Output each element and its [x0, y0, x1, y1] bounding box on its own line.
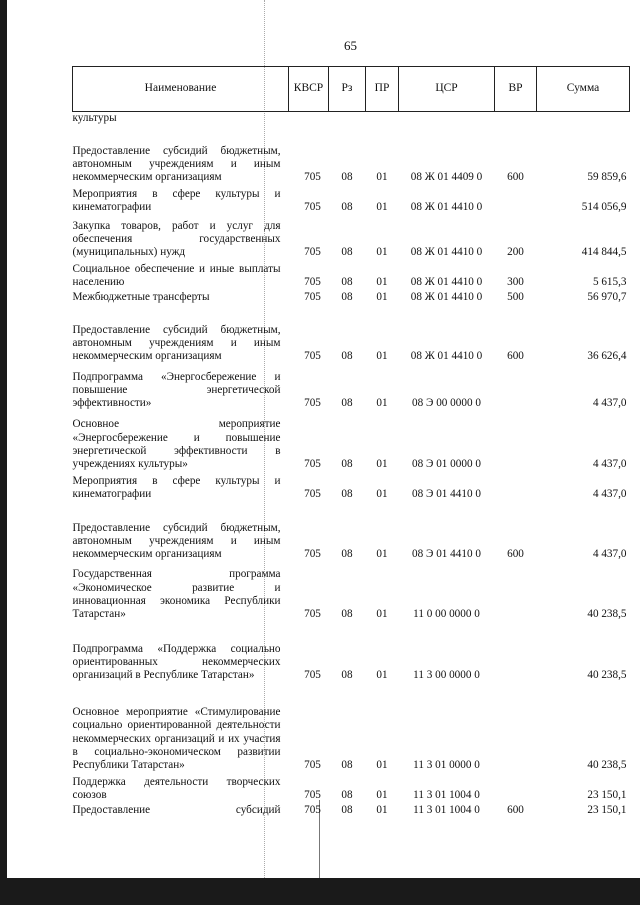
row-csr: 08 Ж 01 4410 0 — [410, 350, 483, 362]
row-rz: 08 — [341, 276, 353, 288]
row-kvsr: 705 — [304, 291, 321, 303]
table-row — [73, 184, 630, 214]
row-kvsr: 705 — [304, 201, 321, 213]
row-csr: 08 Ж 01 4409 0 — [410, 171, 483, 183]
row-kvsr: 705 — [304, 789, 321, 801]
row-name: Межбюджетные трансферты — [72, 291, 210, 303]
row-vr: 200 — [507, 246, 524, 258]
scan-left-edge — [0, 0, 7, 905]
row-pr: 01 — [376, 291, 388, 303]
row-sum: 23 150,1 — [587, 789, 627, 801]
row-csr: 08 Э 01 4410 0 — [412, 548, 481, 560]
row-kvsr: 705 — [304, 669, 321, 681]
row-vr — [495, 621, 537, 682]
row-name: Основное мероприятие «Стимулирование социально ориентированной деятельности некоммерческих организаций и их участия в социально-экономическом развитии Республики Татарстан» — [72, 706, 281, 771]
row-csr: 11 3 00 0000 0 — [413, 669, 480, 681]
row-sum: 4 437,0 — [592, 458, 627, 470]
row-rz: 08 — [341, 608, 353, 620]
row-rz: 08 — [341, 171, 353, 183]
row-rz: 08 — [341, 789, 353, 801]
table-row — [73, 501, 630, 561]
row-csr: 08 Ж 01 4410 0 — [410, 246, 483, 258]
row-pr: 01 — [376, 201, 388, 213]
row-rz: 08 — [341, 548, 353, 560]
row-csr: 08 Ж 01 4410 0 — [410, 291, 483, 303]
row-name: Подпрограмма «Поддержка социально ориентированных некоммерческих организаций в Республике Татарстан» — [72, 642, 281, 681]
row-kvsr: 705 — [304, 246, 321, 258]
row-csr: 11 0 00 0000 0 — [413, 608, 480, 620]
row-vr — [495, 363, 537, 410]
table-row — [73, 471, 630, 501]
row-name: Закупка товаров, работ и услуг для обеспечения государственных (муниципальных) нужд — [72, 219, 281, 258]
row-pr: 01 — [376, 397, 388, 409]
row-vr: 300 — [507, 276, 524, 288]
row-kvsr: 705 — [304, 548, 321, 560]
row-csr: 11 3 01 0000 0 — [413, 759, 480, 771]
row-sum — [537, 112, 630, 126]
row-pr: 01 — [376, 804, 388, 816]
row-pr — [366, 112, 399, 126]
row-pr: 01 — [376, 548, 388, 560]
row-name: Подпрограмма «Энергосбережение и повышение энергетической эффективности» — [72, 370, 281, 409]
row-sum: 40 238,5 — [587, 669, 627, 681]
row-rz: 08 — [341, 669, 353, 681]
header-vr: ВР — [495, 67, 537, 112]
row-kvsr: 705 — [304, 350, 321, 362]
row-name: Предоставление субсидий — [72, 804, 281, 816]
table-row — [73, 112, 630, 126]
row-kvsr: 705 — [304, 397, 321, 409]
row-csr: 11 3 01 1004 0 — [413, 789, 480, 801]
row-pr: 01 — [376, 171, 388, 183]
row-vr: 600 — [507, 171, 524, 183]
row-kvsr: 705 — [304, 804, 321, 816]
row-rz — [329, 112, 366, 126]
row-name: Государственная программа «Экономическое развитие и инновационная экономика Республики Татарстан» — [72, 568, 281, 620]
row-pr: 01 — [376, 759, 388, 771]
table-row — [73, 682, 630, 772]
row-sum: 56 970,7 — [587, 291, 627, 303]
row-vr — [495, 410, 537, 471]
row-name: Поддержка деятельности творческих союзов — [72, 775, 281, 801]
row-pr: 01 — [376, 789, 388, 801]
row-sum: 4 437,0 — [592, 548, 627, 560]
row-vr: 600 — [507, 548, 524, 560]
table-row — [73, 214, 630, 259]
header-kvsr: КВСР — [289, 67, 329, 112]
row-rz: 08 — [341, 350, 353, 362]
row-sum: 36 626,4 — [587, 350, 627, 362]
header-name: Наименование — [73, 67, 289, 112]
row-csr: 08 Ж 01 4410 0 — [410, 276, 483, 288]
row-kvsr: 705 — [304, 488, 321, 500]
row-sum: 514 056,9 — [581, 201, 627, 213]
row-csr: 08 Ж 01 4410 0 — [410, 201, 483, 213]
row-csr: 11 3 01 1004 0 — [413, 804, 480, 816]
row-csr — [399, 112, 495, 126]
page-number: 65 — [344, 38, 357, 53]
row-name: культуры — [72, 112, 117, 124]
row-sum: 40 238,5 — [587, 759, 627, 771]
row-rz: 08 — [341, 246, 353, 258]
row-vr — [495, 184, 537, 214]
row-pr: 01 — [376, 276, 388, 288]
row-name: Социальное обеспечение и иные выплаты населению — [72, 262, 281, 288]
scan-bottom-edge — [0, 878, 640, 905]
row-rz: 08 — [341, 397, 353, 409]
budget-table — [72, 66, 630, 817]
table-header-row — [73, 67, 630, 112]
row-kvsr: 705 — [304, 276, 321, 288]
table-row — [73, 304, 630, 363]
row-name: Основное мероприятие «Энергосбережение и повышение энергетической эффективности в учреждениях культуры» — [72, 418, 281, 470]
row-kvsr — [289, 112, 329, 126]
row-kvsr: 705 — [304, 171, 321, 183]
row-vr — [495, 772, 537, 802]
row-name: Предоставление субсидий бюджетным, автономным учреждениям и иным некоммерческим организациям — [72, 521, 281, 560]
row-vr — [495, 682, 537, 772]
row-sum: 4 437,0 — [592, 488, 627, 500]
header-pr: ПР — [366, 67, 399, 112]
row-rz: 08 — [341, 488, 353, 500]
row-rz: 08 — [341, 201, 353, 213]
row-csr: 08 Э 00 0000 0 — [412, 397, 481, 409]
row-vr: 500 — [507, 291, 524, 303]
row-rz: 08 — [341, 291, 353, 303]
row-name: Предоставление субсидий бюджетным, автономным учреждениям и иным некоммерческим организациям — [72, 144, 281, 183]
row-pr: 01 — [376, 608, 388, 620]
row-vr: 600 — [507, 350, 524, 362]
row-name: Мероприятия в сфере культуры и кинематографии — [72, 187, 281, 213]
row-sum: 5 615,3 — [592, 276, 627, 288]
header-sum: Сумма — [537, 67, 630, 112]
table-row — [73, 621, 630, 682]
row-name: Предоставление субсидий бюджетным, автономным учреждениям и иным некоммерческим организациям — [72, 323, 281, 362]
row-vr: 600 — [507, 804, 524, 816]
row-rz: 08 — [341, 458, 353, 470]
row-rz: 08 — [341, 759, 353, 771]
row-sum: 414 844,5 — [581, 246, 627, 258]
row-vr — [495, 112, 537, 126]
row-pr: 01 — [376, 350, 388, 362]
header-csr: ЦСР — [399, 67, 495, 112]
table-row — [73, 363, 630, 410]
row-csr: 08 Э 01 0000 0 — [412, 458, 481, 470]
row-pr: 01 — [376, 669, 388, 681]
row-kvsr: 705 — [304, 608, 321, 620]
row-sum: 40 238,5 — [587, 608, 627, 620]
row-kvsr: 705 — [304, 759, 321, 771]
table-row — [73, 802, 630, 817]
table-row — [73, 772, 630, 802]
row-vr — [495, 561, 537, 621]
table-row — [73, 125, 630, 184]
row-pr: 01 — [376, 246, 388, 258]
row-sum: 59 859,6 — [587, 171, 627, 183]
row-csr: 08 Э 01 4410 0 — [412, 488, 481, 500]
row-pr: 01 — [376, 488, 388, 500]
table-row — [73, 259, 630, 289]
row-sum: 23 150,1 — [587, 804, 627, 816]
row-name: Мероприятия в сфере культуры и кинематографии — [72, 474, 281, 500]
table-row — [73, 410, 630, 471]
header-rz: Рз — [329, 67, 366, 112]
row-vr — [495, 471, 537, 501]
table-row — [73, 289, 630, 304]
row-pr: 01 — [376, 458, 388, 470]
row-kvsr: 705 — [304, 458, 321, 470]
row-sum: 4 437,0 — [592, 397, 627, 409]
table-row — [73, 561, 630, 621]
row-rz: 08 — [341, 804, 353, 816]
